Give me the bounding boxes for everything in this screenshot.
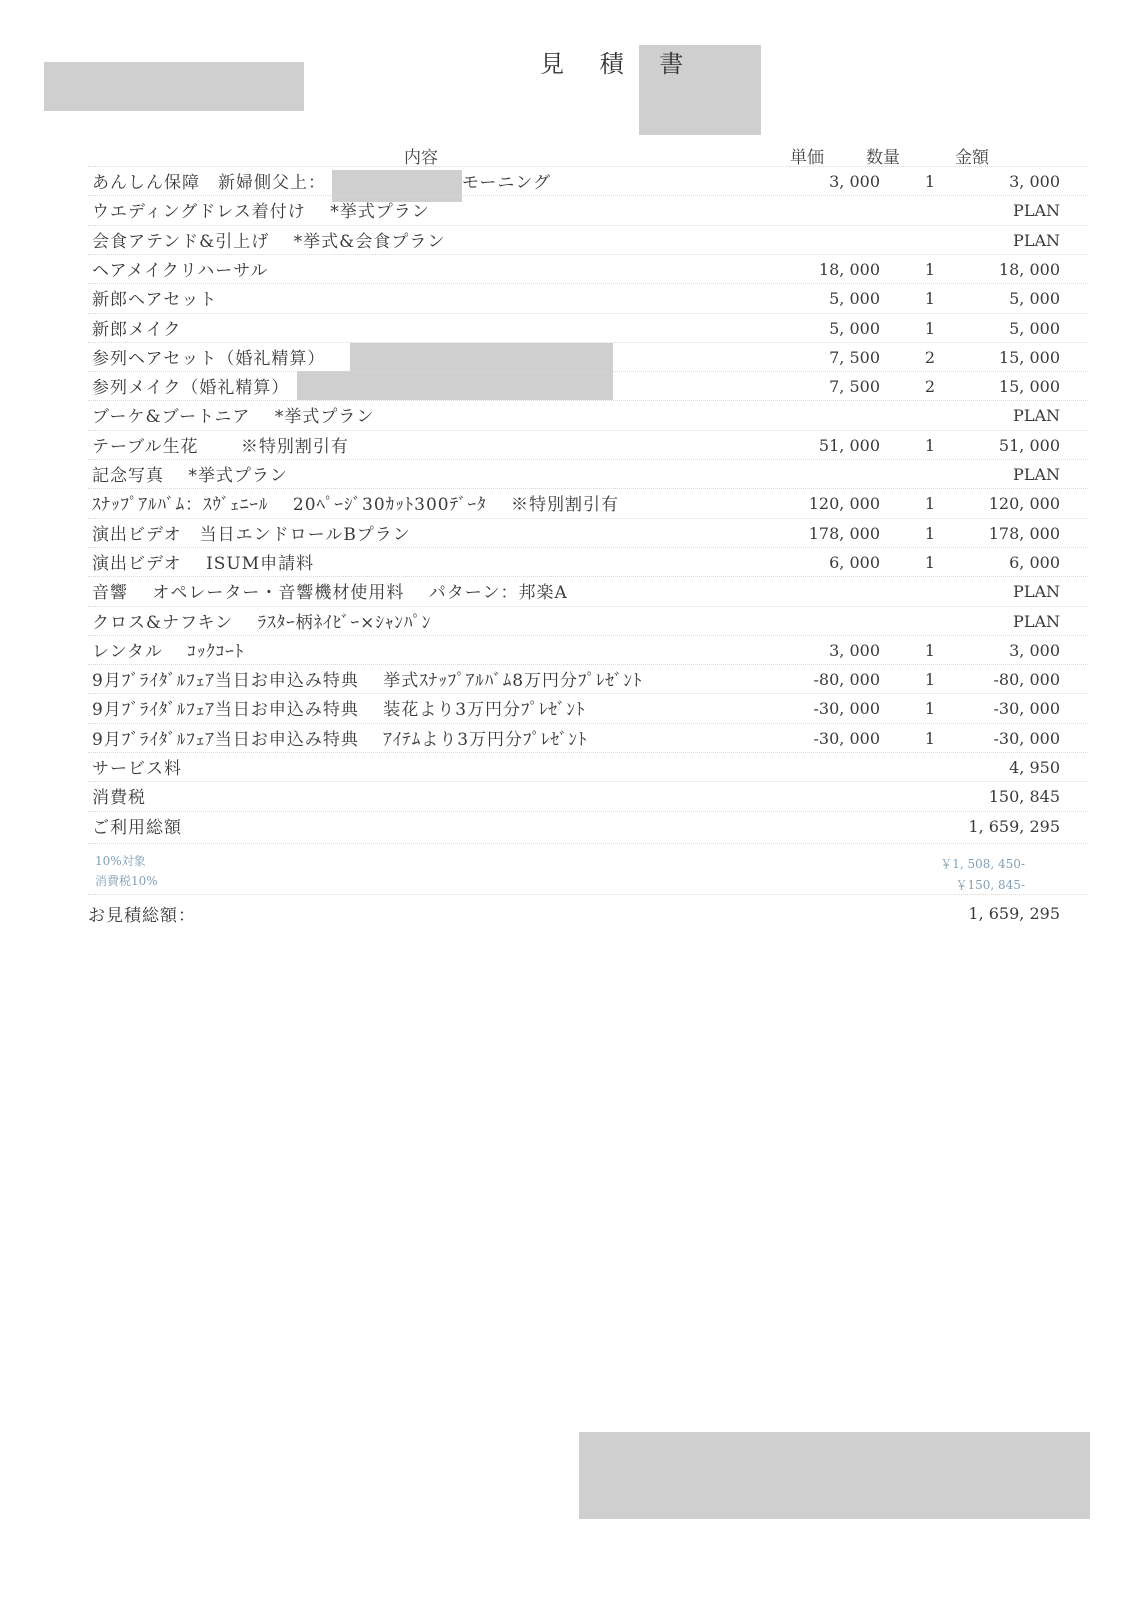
item-quantity: 2 bbox=[924, 377, 936, 396]
item-amount: -30, 000 bbox=[993, 699, 1060, 718]
item-description: サービス料 bbox=[92, 759, 182, 779]
item-quantity: 1 bbox=[924, 670, 936, 689]
row-divider bbox=[88, 664, 1088, 665]
item-amount: 5, 000 bbox=[1009, 319, 1060, 338]
row-divider bbox=[88, 400, 1088, 401]
item-amount: PLAN bbox=[1013, 465, 1060, 484]
item-quantity: 2 bbox=[924, 348, 936, 367]
table-row bbox=[0, 520, 1125, 550]
item-description: 参列ヘアセット（婚礼精算） bbox=[92, 349, 326, 369]
table-row bbox=[0, 666, 1125, 696]
row-divider bbox=[88, 811, 1088, 812]
row-divider bbox=[88, 752, 1088, 753]
item-description: 新郎ヘアセット bbox=[92, 290, 218, 310]
item-amount: PLAN bbox=[1013, 612, 1060, 631]
row-divider bbox=[88, 166, 1088, 167]
item-amount: 6, 000 bbox=[1009, 553, 1060, 572]
item-description: 記念写真 *挙式プラン bbox=[92, 466, 288, 486]
total-divider bbox=[88, 894, 1088, 895]
item-unit-price: 6, 000 bbox=[829, 553, 880, 572]
item-unit-price: 7, 500 bbox=[829, 377, 880, 396]
tax-rate-value: ￥150, 845- bbox=[955, 878, 1025, 892]
item-quantity: 1 bbox=[924, 172, 936, 191]
item-quantity: 1 bbox=[924, 289, 936, 308]
row-divider bbox=[88, 781, 1088, 782]
item-unit-price: -30, 000 bbox=[813, 729, 880, 748]
table-row bbox=[0, 344, 1125, 374]
item-amount: PLAN bbox=[1013, 231, 1060, 250]
table-row bbox=[0, 256, 1125, 286]
table-row bbox=[0, 783, 1125, 813]
item-amount: PLAN bbox=[1013, 406, 1060, 425]
table-row bbox=[0, 813, 1125, 843]
item-description: クロス&ナフキン ﾗｽﾀｰ柄ﾈｲﾋﾞｰ×ｼｬﾝﾊﾟﾝ bbox=[92, 613, 432, 633]
item-quantity: 1 bbox=[924, 436, 936, 455]
row-divider bbox=[88, 342, 1088, 343]
item-description: ｽﾅｯﾌﾟｱﾙﾊﾞﾑ：ｽｳﾞｪﾆｰﾙ 20ﾍﾟｰｼﾞ30ｶｯﾄ300ﾃﾞｰﾀ ※特別割引有 bbox=[92, 495, 620, 515]
row-divider bbox=[88, 488, 1088, 489]
item-quantity: 1 bbox=[924, 494, 936, 513]
table-row bbox=[0, 725, 1125, 755]
row-divider bbox=[88, 518, 1088, 519]
item-unit-price: 51, 000 bbox=[818, 436, 880, 455]
tax-rate-label: 消費税10% bbox=[95, 874, 158, 888]
item-description: ヘアメイクリハーサル bbox=[92, 261, 269, 281]
row-divider bbox=[88, 547, 1088, 548]
table-row bbox=[0, 285, 1125, 315]
item-description: 9月ﾌﾞﾗｲﾀﾞﾙﾌｪｱ当日お申込み特典 挙式ｽﾅｯﾌﾟｱﾙﾊﾞﾑ8万円分ﾌﾟﾚｾﾞﾝﾄ bbox=[92, 671, 643, 691]
item-description: レンタル ｺｯｸｺｰﾄ bbox=[92, 642, 245, 662]
item-quantity: 1 bbox=[924, 524, 936, 543]
header-quantity: 数量 bbox=[866, 148, 900, 168]
item-unit-price: 120, 000 bbox=[808, 494, 880, 513]
redacted-block-top-left bbox=[44, 62, 304, 111]
item-amount: 18, 000 bbox=[998, 260, 1060, 279]
row-divider bbox=[88, 371, 1088, 372]
item-description: 音響 オペレーター・音響機材使用料 パターン：邦楽A bbox=[92, 583, 568, 603]
item-description: ブーケ&ブートニア *挙式プラン bbox=[92, 407, 375, 427]
item-description: 演出ビデオ ISUM申請料 bbox=[92, 554, 315, 574]
grand-total-label: お見積総額： bbox=[88, 906, 196, 926]
item-amount: 150, 845 bbox=[988, 787, 1060, 806]
table-row bbox=[0, 695, 1125, 725]
table-row bbox=[0, 549, 1125, 579]
table-row bbox=[0, 578, 1125, 608]
item-unit-price: 178, 000 bbox=[808, 524, 880, 543]
item-description: あんしん保障 新婦側父上： bbox=[92, 173, 326, 193]
table-row bbox=[0, 637, 1125, 667]
item-amount: 120, 000 bbox=[988, 494, 1060, 513]
item-description: ご利用総額 bbox=[92, 818, 182, 838]
item-amount: 3, 000 bbox=[1009, 641, 1060, 660]
table-row bbox=[0, 402, 1125, 432]
row-divider bbox=[88, 313, 1088, 314]
item-unit-price: 5, 000 bbox=[829, 289, 880, 308]
item-amount: 4, 950 bbox=[1009, 758, 1060, 777]
item-description: 9月ﾌﾞﾗｲﾀﾞﾙﾌｪｱ当日お申込み特典 装花より3万円分ﾌﾟﾚｾﾞﾝﾄ bbox=[92, 700, 586, 720]
item-description: 参列メイク（婚礼精算） bbox=[92, 378, 290, 398]
header-unit-price: 単価 bbox=[790, 148, 824, 168]
item-amount: 15, 000 bbox=[998, 377, 1060, 396]
row-divider bbox=[88, 635, 1088, 636]
item-description: 演出ビデオ 当日エンドロールBプラン bbox=[92, 525, 411, 545]
item-unit-price: 7, 500 bbox=[829, 348, 880, 367]
table-row bbox=[0, 754, 1125, 784]
item-amount: 3, 000 bbox=[1009, 172, 1060, 191]
row-divider bbox=[88, 606, 1088, 607]
item-unit-price: 3, 000 bbox=[829, 641, 880, 660]
item-amount: PLAN bbox=[1013, 582, 1060, 601]
item-description: 会食アテンド&引上げ *挙式&会食プラン bbox=[92, 232, 446, 252]
item-amount: 51, 000 bbox=[998, 436, 1060, 455]
item-description: 9月ﾌﾞﾗｲﾀﾞﾙﾌｪｱ当日お申込み特典 ｱｲﾃﾑより3万円分ﾌﾟﾚｾﾞﾝﾄ bbox=[92, 730, 588, 750]
item-unit-price: 5, 000 bbox=[829, 319, 880, 338]
item-amount: -30, 000 bbox=[993, 729, 1060, 748]
item-amount: 1, 659, 295 bbox=[968, 817, 1060, 836]
item-quantity: 1 bbox=[924, 729, 936, 748]
tax-target-value: ￥1, 508, 450- bbox=[940, 857, 1025, 871]
item-unit-price: 3, 000 bbox=[829, 172, 880, 191]
row-divider bbox=[88, 723, 1088, 724]
item-amount: 178, 000 bbox=[988, 524, 1060, 543]
row-divider bbox=[88, 459, 1088, 460]
table-row bbox=[0, 432, 1125, 462]
table-row bbox=[0, 490, 1125, 520]
table-row bbox=[0, 197, 1125, 227]
table-row bbox=[0, 168, 1125, 198]
row-divider bbox=[88, 195, 1088, 196]
item-unit-price: -80, 000 bbox=[813, 670, 880, 689]
document-title: 見 積 書 bbox=[540, 50, 698, 78]
item-quantity: 1 bbox=[924, 553, 936, 572]
table-row bbox=[0, 461, 1125, 491]
table-row bbox=[0, 227, 1125, 257]
item-description: ウエディングドレス着付け *挙式プラン bbox=[92, 202, 430, 222]
item-amount: 5, 000 bbox=[1009, 289, 1060, 308]
item-unit-price: -30, 000 bbox=[813, 699, 880, 718]
item-description: テーブル生花 ※特別割引有 bbox=[92, 437, 349, 457]
item-quantity: 1 bbox=[924, 641, 936, 660]
item-amount: -80, 000 bbox=[993, 670, 1060, 689]
item-description: 消費税 bbox=[92, 788, 146, 808]
row-divider bbox=[88, 576, 1088, 577]
grand-total-value: 1, 659, 295 bbox=[968, 904, 1060, 923]
notes-divider bbox=[88, 843, 1088, 844]
item-quantity: 1 bbox=[924, 260, 936, 279]
table-row bbox=[0, 315, 1125, 345]
item-unit-price: 18, 000 bbox=[818, 260, 880, 279]
row-divider bbox=[88, 693, 1088, 694]
item-description-suffix: モーニング bbox=[462, 173, 551, 193]
header-amount: 金額 bbox=[955, 148, 989, 168]
table-row bbox=[0, 608, 1125, 638]
row-divider bbox=[88, 283, 1088, 284]
item-description: 新郎メイク bbox=[92, 320, 182, 340]
row-divider bbox=[88, 254, 1088, 255]
item-amount: 15, 000 bbox=[998, 348, 1060, 367]
item-amount: PLAN bbox=[1013, 201, 1060, 220]
row-divider bbox=[88, 225, 1088, 226]
row-divider bbox=[88, 430, 1088, 431]
tax-target-label: 10%対象 bbox=[95, 854, 146, 868]
redacted-block-footer bbox=[579, 1432, 1090, 1519]
item-quantity: 1 bbox=[924, 319, 936, 338]
header-description: 内容 bbox=[404, 148, 438, 168]
item-quantity: 1 bbox=[924, 699, 936, 718]
table-row bbox=[0, 373, 1125, 403]
